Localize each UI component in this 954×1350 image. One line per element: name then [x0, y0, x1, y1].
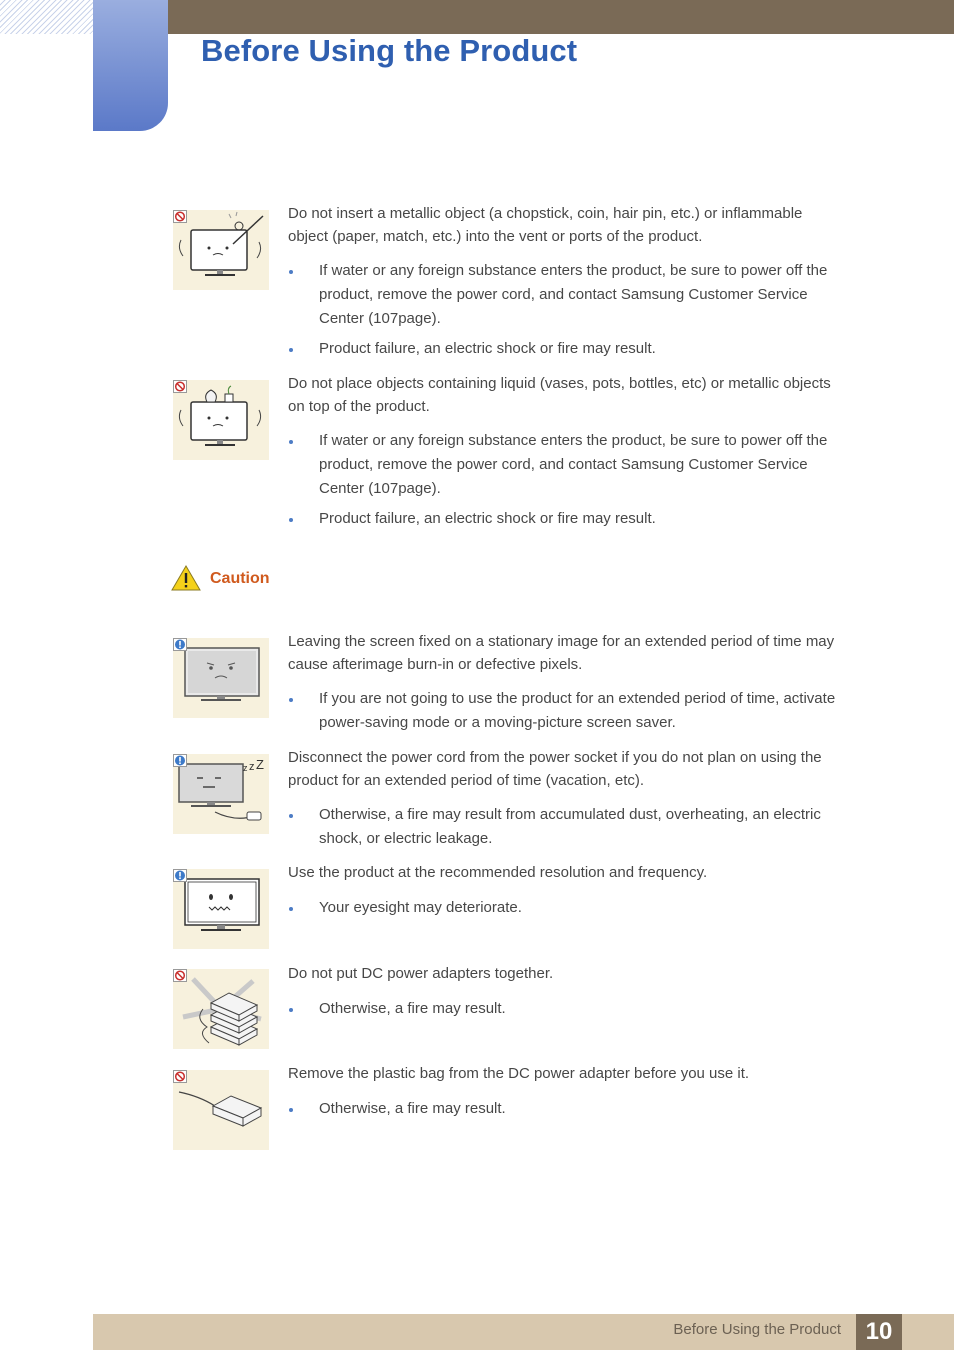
- chapter-tab: [93, 0, 168, 131]
- list-item: Product failure, an electric shock or fire may result.: [288, 337, 844, 361]
- prohibited-icon: [173, 380, 187, 393]
- caution-heading: Caution: [210, 570, 270, 587]
- warning-triangle-icon: [171, 565, 201, 591]
- prohibited-icon: [173, 210, 187, 223]
- section-text: Do not insert a metallic object (a chopstick, coin, hair pin, etc.) or inflammable object (paper, match, etc.) into the vent or ports of the product.: [288, 205, 803, 245]
- bullet-list: [288, 1097, 844, 1121]
- section-text: Disconnect the power cord from the power socket if you do not plan on using the product for an extended period of time (vacation, etc).: [288, 749, 822, 789]
- bullet-list: [288, 896, 844, 920]
- section-resolution: [288, 862, 844, 920]
- bullet-list: [288, 687, 844, 735]
- section-burn-in: [288, 631, 844, 735]
- bullet-list: [288, 997, 844, 1021]
- bullet-list: [288, 259, 844, 361]
- section-text: Use the product at the recommended resolution and frequency.: [288, 864, 708, 881]
- illustration-monitor-sleeping: [173, 754, 269, 834]
- info-icon: [173, 638, 187, 651]
- section-text: Remove the plastic bag from the DC power adapter before you use it.: [288, 1065, 750, 1082]
- section-text: Leaving the screen fixed on a stationary image for an extended period of time may cause afterimage burn-in or defective pixels.: [288, 633, 835, 673]
- section-text: Do not put DC power adapters together.: [288, 965, 554, 982]
- section-disconnect-power: [288, 747, 844, 851]
- footer-section-title: Before Using the Product: [673, 1321, 841, 1338]
- svg-text:z: z: [243, 763, 248, 773]
- page-title: Before Using the Product: [201, 33, 578, 68]
- list-item: Product failure, an electric shock or fire may result.: [288, 507, 844, 531]
- svg-text:Z: Z: [256, 757, 264, 772]
- illustration-monitor-burn-in: [173, 638, 269, 718]
- bullet-list: [288, 803, 844, 851]
- list-item: Otherwise, a fire may result from accumulated dust, overheating, an electric shock, or electric leakage.: [288, 803, 844, 851]
- list-item: If you are not going to use the product for an extended period of time, activate power-saving mode or a moving-picture screen saver.: [288, 687, 844, 735]
- bullet-list: [288, 429, 844, 531]
- header-hatch-pattern: [0, 0, 93, 34]
- illustration-monitor-metal-object: [173, 210, 269, 290]
- illustration-monitor-liquid-objects: [173, 380, 269, 460]
- prohibited-icon: [173, 1070, 187, 1083]
- illustration-dc-adapter-plastic-bag: [173, 1070, 269, 1150]
- list-item: Otherwise, a fire may result.: [288, 997, 844, 1021]
- info-icon: [173, 754, 187, 767]
- page-number: 10: [856, 1314, 902, 1350]
- list-item: If water or any foreign substance enters the product, be sure to power off the product, remove the power cord, and contact Samsung Customer Service Center (107page).: [288, 259, 844, 331]
- section-text: Do not place objects containing liquid (vases, pots, bottles, etc) or metallic objects on top of the product.: [288, 375, 831, 415]
- prohibited-icon: [173, 969, 187, 982]
- section-dc-adapters-together: [288, 963, 844, 1021]
- svg-text:z: z: [249, 761, 255, 773]
- section-liquid-objects: [288, 373, 844, 531]
- list-item: Otherwise, a fire may result.: [288, 1097, 844, 1121]
- illustration-monitor-resolution: [173, 869, 269, 949]
- header-bar: [168, 0, 954, 34]
- list-item: If water or any foreign substance enters the product, be sure to power off the product, remove the power cord, and contact Samsung Customer Service Center (107page).: [288, 429, 844, 501]
- section-metal-object: [288, 203, 844, 361]
- illustration-stacked-dc-adapters: [173, 969, 269, 1049]
- section-plastic-bag: [288, 1063, 844, 1121]
- info-icon: [173, 869, 187, 882]
- list-item: Your eyesight may deteriorate.: [288, 896, 844, 920]
